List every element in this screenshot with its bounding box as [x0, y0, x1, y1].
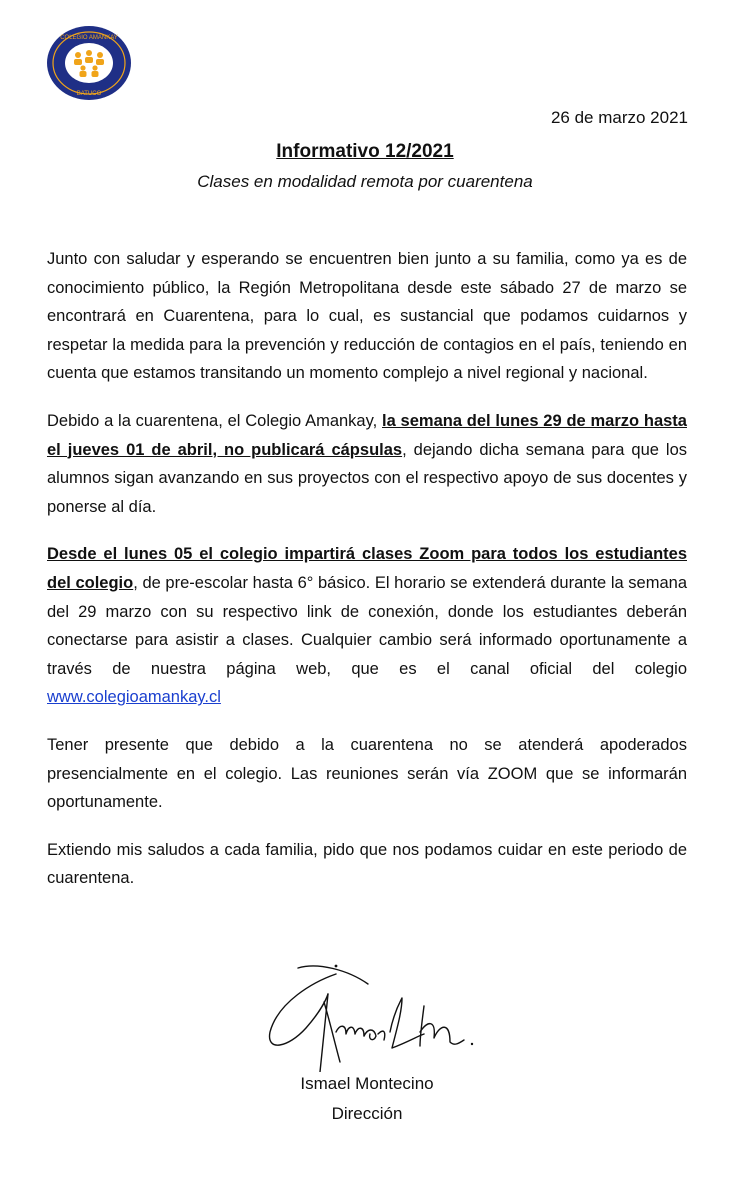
document-date: 26 de marzo 2021: [550, 108, 688, 127]
school-logo: [45, 24, 133, 102]
handwritten-signature: [258, 962, 488, 1072]
paragraph-2: [47, 407, 687, 521]
paragraph-2-start: Debido a la cuarentena, el Colegio Amankay,: [47, 411, 382, 430]
signer-role: Dirección: [331, 1104, 403, 1123]
school-website-link[interactable]: www.colegioamankay.cl: [47, 688, 221, 707]
paragraph-2-end: , dejando dicha semana para que los alumnos sigan avanzando en sus proyectos con el respectivo apoyo de sus docentes y ponerse al día.: [47, 440, 688, 516]
paragraph-3-highlight: Desde el lunes 05 el colegio impartirá clases Zoom para todos los estudiantes del colegio: [47, 545, 687, 592]
signer-name: Ismael Montecino: [300, 1074, 434, 1093]
paragraph-3-middle: , de pre-escolar hasta 6° básico. El horario se extenderá durante la semana del 29 marzo con su respectivo link de conexión, donde los estudiantes deberán conectarse para asistir a clases. Cualquier cambio será informado oportunamente a través de nuestra página web, que es el canal oficial del colegio: [47, 573, 688, 678]
document-subtitle: Clases en modalidad remota por cuarentena: [197, 172, 533, 191]
paragraph-2-highlight: la semana del lunes 29 de marzo hasta el jueves 01 de abril, no publicará cápsulas: [47, 411, 687, 459]
document-body: [47, 245, 687, 912]
paragraph-1: Junto con saludar y esperando se encuentren bien junto a su familia, como ya es de conocimiento público, la Región Metropolitana desde este sábado 27 de marzo se encontrará en Cuarentena, para lo cual, es sustancial que podamos cuidarnos y respetar la medida para la prevención y reducción de contagios en el país, teniendo en cuenta que estamos transitando un momento complejo a nivel regional y nacional.: [47, 250, 687, 383]
logo-top-text: COLEGIO AMANKAY: [60, 35, 118, 41]
paragraph-3: [47, 540, 687, 712]
paragraph-5: Extiendo mis saludos a cada familia, pido que nos podamos cuidar en este periodo de cuarentena.: [47, 840, 687, 888]
paragraph-4: Tener presente que debido a la cuarentena no se atenderá apoderados presencialmente en el colegio. Las reuniones serán vía ZOOM que se informarán oportunamente.: [47, 735, 687, 812]
document-title: Informativo 12/2021: [276, 141, 454, 162]
logo-bottom-text: BATUCO: [76, 91, 102, 97]
